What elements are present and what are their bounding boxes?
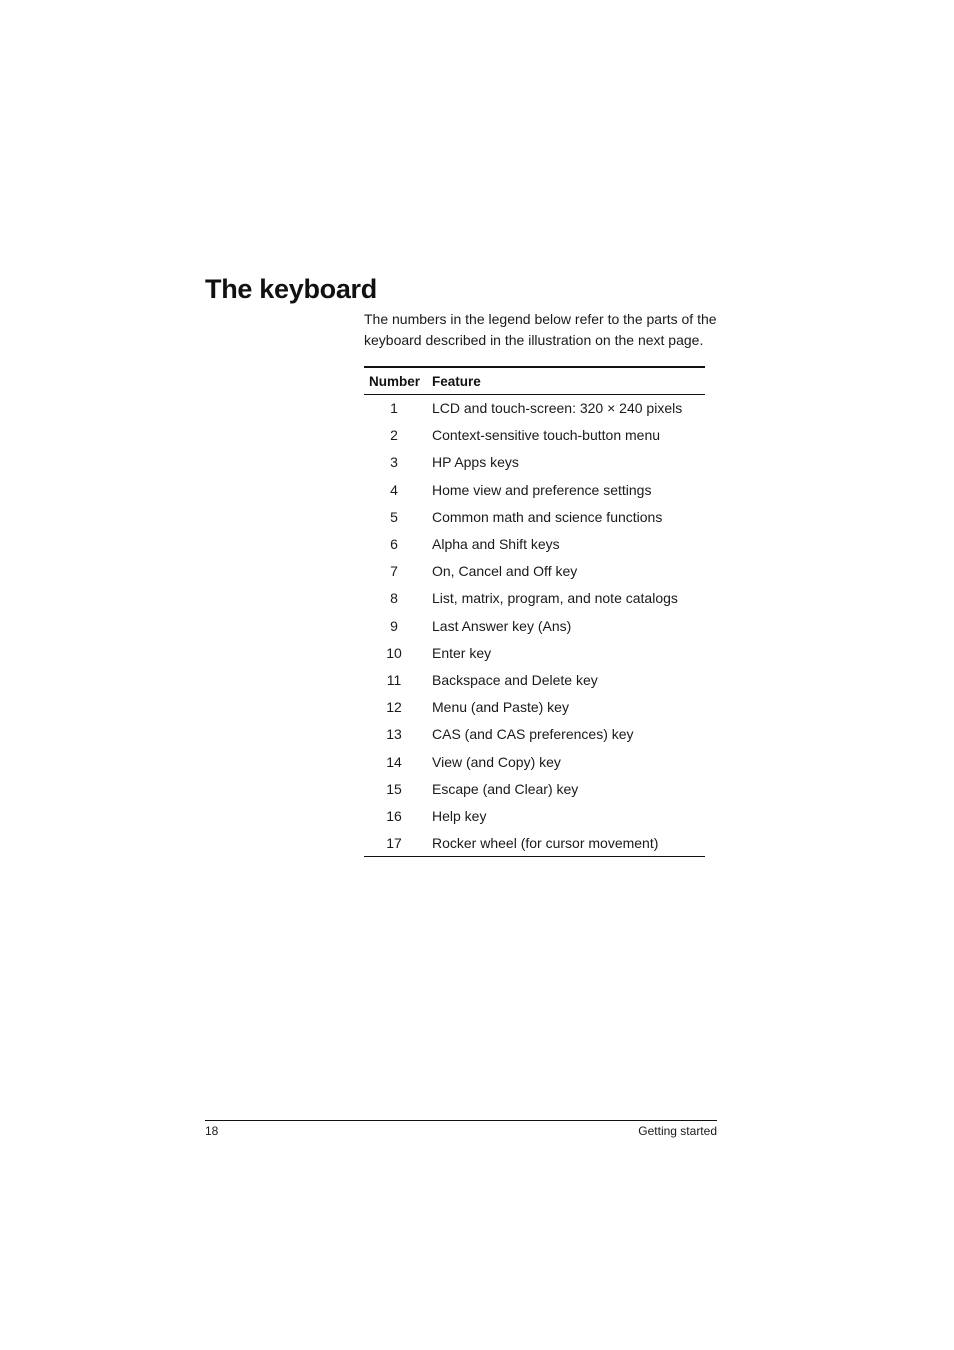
row-feature: HP Apps keys: [432, 454, 519, 471]
row-number: 10: [386, 644, 402, 661]
row-feature: Backspace and Delete key: [432, 671, 598, 688]
table-row: [364, 530, 705, 557]
table-header-row: [364, 367, 705, 395]
table-row: [364, 585, 705, 612]
table-row: [364, 558, 705, 585]
row-number: 9: [390, 617, 398, 634]
row-feature: LCD and touch-screen: 320 × 240 pixels: [432, 400, 683, 417]
row-feature: Enter key: [432, 644, 492, 661]
row-feature: Rocker wheel (for cursor movement): [432, 834, 659, 851]
row-feature: Last Answer key (Ans): [432, 617, 572, 634]
row-feature: Alpha and Shift keys: [432, 536, 560, 553]
table-row: [364, 395, 705, 422]
table-row: [364, 775, 705, 802]
row-number: 8: [390, 590, 398, 607]
table-row: [364, 503, 705, 530]
feature-column-header: Feature: [432, 373, 481, 389]
row-feature: Menu (and Paste) key: [432, 699, 569, 716]
table-row: [364, 612, 705, 639]
table-row: [364, 694, 705, 721]
row-number: 11: [386, 671, 402, 688]
row-number: 12: [386, 699, 402, 716]
row-number: 7: [390, 563, 398, 580]
row-feature: Common math and science functions: [432, 508, 663, 525]
row-number: 17: [386, 834, 402, 851]
table-row: [364, 666, 705, 693]
row-feature: View (and Copy) key: [432, 753, 561, 770]
row-number: 13: [386, 726, 402, 743]
page-title: The keyboard: [205, 274, 377, 304]
table-row: [364, 476, 705, 503]
table-row: [364, 422, 705, 449]
row-feature: List, matrix, program, and note catalogs: [432, 590, 678, 607]
row-feature: On, Cancel and Off key: [432, 563, 578, 580]
intro-line-1: The numbers in the legend below refer to the parts of the: [364, 311, 717, 327]
row-number: 1: [390, 400, 398, 417]
footer-divider: [205, 1120, 717, 1121]
row-number: 5: [390, 508, 398, 525]
row-feature: Help key: [432, 807, 487, 824]
table-row: [364, 802, 705, 829]
table-row: [364, 639, 705, 666]
table-row: [364, 721, 705, 748]
section-name: Getting started: [638, 1124, 717, 1138]
page-number: 18: [205, 1124, 219, 1138]
row-number: 2: [390, 427, 398, 444]
intro-line-2: keyboard described in the illustration on the next page.: [364, 332, 704, 348]
row-feature: Context-sensitive touch-button menu: [432, 427, 661, 444]
table-row: [364, 748, 705, 775]
row-number: 16: [386, 807, 402, 824]
row-number: 4: [390, 481, 398, 498]
row-feature: CAS (and CAS preferences) key: [432, 726, 634, 743]
table-row: [364, 830, 705, 857]
table-body: [364, 395, 705, 857]
row-number: 14: [386, 753, 402, 770]
row-number: 6: [390, 536, 398, 553]
row-feature: Escape (and Clear) key: [432, 780, 579, 797]
number-column-header: Number: [369, 373, 421, 389]
row-number: 15: [386, 780, 402, 797]
intro-paragraph: [364, 309, 724, 351]
row-number: 3: [390, 454, 398, 471]
table-row: [364, 449, 705, 476]
keyboard-legend-table: [364, 366, 705, 857]
row-feature: Home view and preference settings: [432, 481, 652, 498]
